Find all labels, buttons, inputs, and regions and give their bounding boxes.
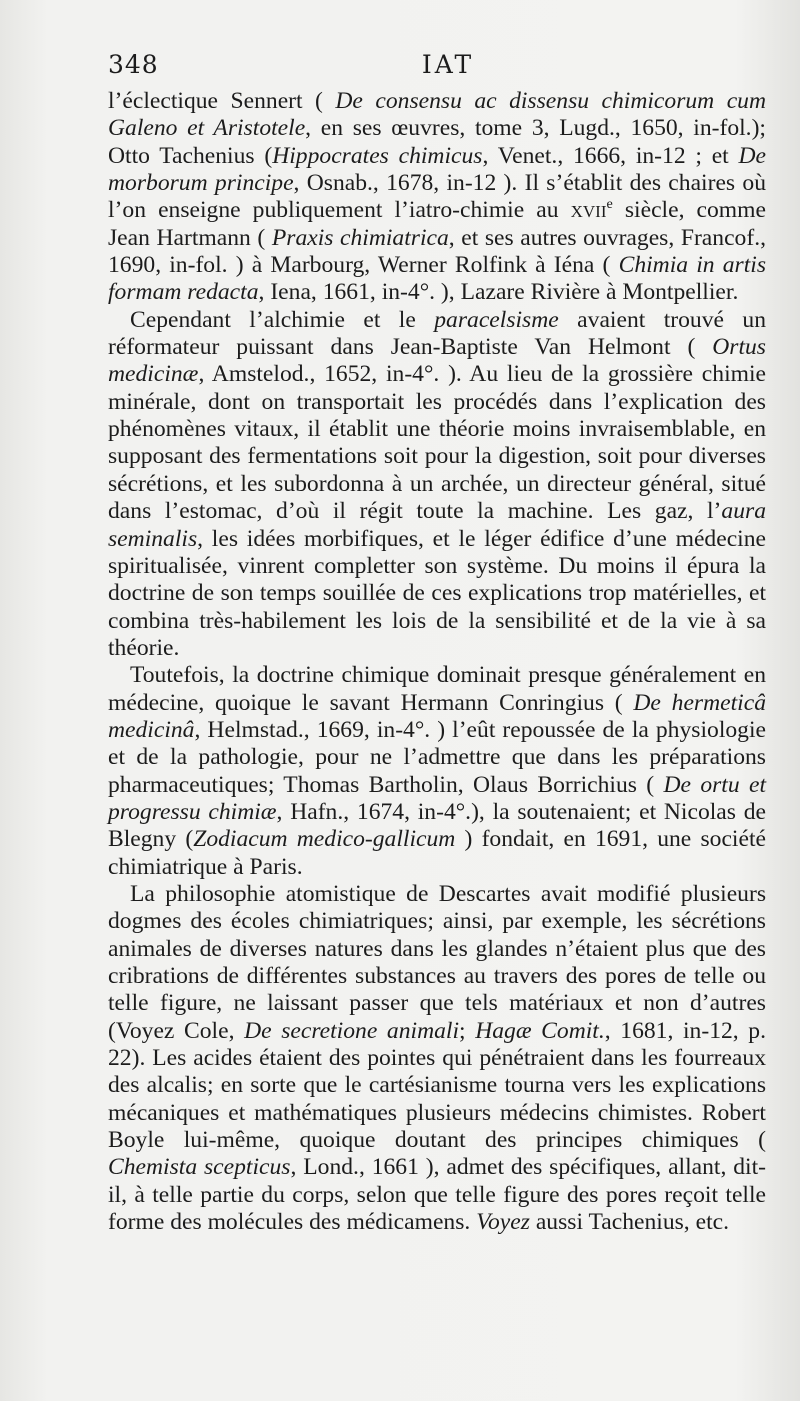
italic-text: De secretione animali — [244, 1017, 460, 1044]
page-number: 348 — [108, 50, 159, 79]
text-run: , en ses œuvres, tome 3, Lugd., 1650, in-fol.); Otto Tachenius ( — [108, 115, 766, 169]
text-run: , Amstelod., 1652, in-4°. ). Au lieu de la grossière chimie minérale, dont on transportait les procédés dans l’explication des phénomènes vitaux, il établit une théorie moins invraisemblable, en supposant des fermentations soit pour la digestion, soit pour diverses sécrétions, et les subordonna à un archée, un directeur général, situé dans l’estomac, d’où il régit toute la machine. Les gaz, l’ — [108, 361, 766, 525]
italic-text: De hermeticâ medicinâ — [108, 689, 766, 743]
text-run: , Venet., 1666, in-12 ; et — [482, 142, 739, 169]
italic-text: Praxis chimiatrica — [271, 224, 449, 251]
italic-text: Ortus medicinæ — [108, 334, 766, 388]
italic-text: paracelsisme — [434, 306, 559, 333]
text-run: siècle, comme Jean Hartmann ( — [108, 197, 766, 251]
italic-text: De ortu et progressu chimiæ — [108, 771, 767, 825]
text-run: ) fondait, en 1691, une société chimiatrique à Paris. — [108, 826, 766, 880]
italic-text: Chimia in artis formam redacta — [108, 252, 766, 306]
roman-numeral: xvii — [570, 197, 607, 224]
text-run: , Lond., 1661 ), admet des spécifiques, allant, dit-il, à telle partie du corps, selon que telle figure des pores reçoit telle forme des molécules des médicamens. — [108, 1154, 766, 1236]
paragraph — [108, 662, 766, 881]
text-run: , les idées morbifiques, et le léger édifice d’une médecine spiritualisée, vinrent completter son système. Du moins il épura la doctrine de son temps souillée de ces explications trop matérielles, et combina très-habilement les lois de la sensibilité et de la vie à sa théorie. — [108, 525, 766, 661]
text-run: , Osnab., 1678, in-12 ). Il s’établit des chaires où l’on enseigne publiquement l’iatro-chimie au — [108, 170, 766, 224]
text-run: , et ses autres ouvrages, Francof., 1690, in-fol. ) à Marbourg, Werner Rolfink à Iéna ( — [108, 224, 766, 279]
italic-text: De morborum principe — [108, 142, 766, 197]
italic-text: Hagæ Comit. — [475, 1017, 605, 1044]
text-run: , Iena, 1661, in-4°. ), Lazare Rivière à Montpellier. — [258, 279, 739, 306]
text-run: avaient trouvé un réformateur puissant dans Jean-Baptiste Van Helmont ( — [108, 306, 766, 361]
text-run: Cependant l’alchimie et le — [130, 306, 435, 333]
italic-text: Voyez — [476, 1209, 530, 1236]
italic-text: Chemista scepticus — [108, 1154, 291, 1181]
superscript: e — [606, 196, 613, 213]
page-header — [108, 50, 768, 86]
italic-text: Zodiacum medico-gallicum — [193, 826, 456, 853]
text-run: l’éclectique Sennert ( — [108, 88, 336, 114]
italic-text: De consensu ac dissensu chimicorum cum Galeno et Aristotele — [108, 88, 767, 142]
text-run: , Helmstad., 1669, in-4°. ) l’eût repoussée de la physiologie et de la pathologie, pour ne l’admettre que dans les préparations pharmaceutiques; Thomas Bartholin, Olaus Borrichius ( — [108, 716, 766, 798]
text-run: , 1681, in-12, p. 22). Les acides étaient des pointes qui pénétraient dans les fourreaux des alcalis; en sorte que le cartésianisme tourna vers les explications mécaniques et mathématiques plusieurs médecins chimistes. Robert Boyle lui-même, quoique doutant des principes chimiques ( — [108, 1017, 766, 1154]
text-run: , Hafn., 1674, in-4°.), la soutenaient; et Nicolas de Blegny ( — [108, 798, 766, 853]
text-run: ; — [459, 1017, 476, 1044]
italic-text: aura seminalis — [108, 498, 766, 552]
text-run: La philosophie atomistique de Descartes avait modifié plusieurs dogmes des écoles chimiatriques; ainsi, par exemple, les sécrétions animales de diverses natures dans les glandes n’étaient plus que des cribrations de différentes substances au travers des pores de telle ou telle figure, ne laissant passer que tels matériaux et non d’autres (Voyez Cole, — [108, 880, 766, 1044]
text-run: Toutefois, la doctrine chimique dominait presque généralement en médecine, quoique le savant Hermann Conringius ( — [108, 662, 766, 716]
body-text — [108, 88, 766, 1236]
paragraph — [108, 881, 766, 1236]
paragraph — [108, 307, 766, 662]
text-run: aussi Tachenius, etc. — [529, 1209, 729, 1236]
italic-text: Hippocrates chimicus — [272, 142, 483, 169]
running-head: IAT — [421, 50, 475, 79]
paragraph — [108, 88, 766, 307]
